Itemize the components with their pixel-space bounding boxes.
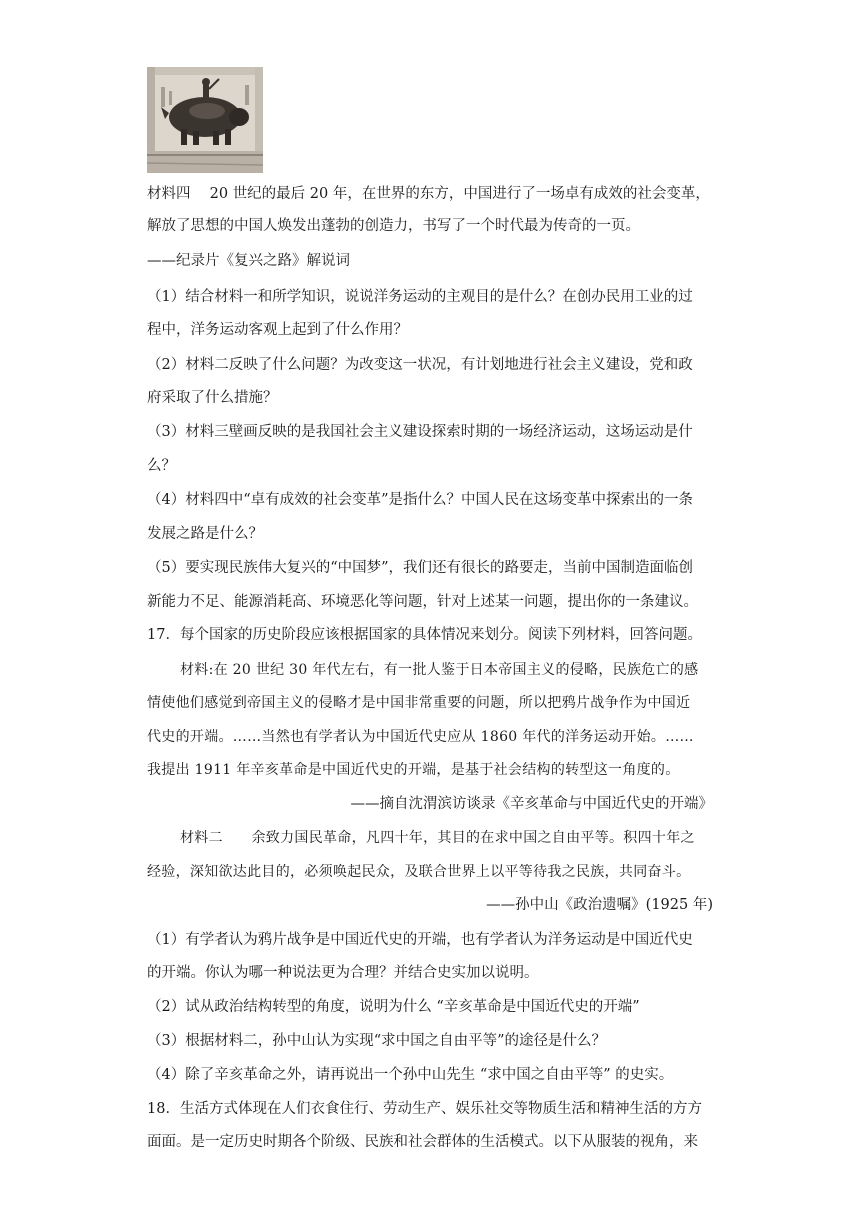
material-one-line-1: 材料:在 20 世纪 30 年代左右，有一批人鉴于日本帝国主义的侵略，民族危亡的感 <box>180 662 699 678</box>
question-3-line-1: （3）材料三壁画反映的是我国社会主义建设探索时期的一场经济运动，这场运动是什 <box>147 424 693 440</box>
material-four-source: ——纪录片《复兴之路》解说词 <box>147 253 350 269</box>
problem-18-line-1: 18．生活方式体现在人们衣食住行、劳动生产、娱乐社交等物质生活和精神生活的方方 <box>147 1101 702 1117</box>
sub-question-1-line-2: 的开端。你认为哪一种说法更为合理？并结合史实加以说明。 <box>147 965 539 981</box>
question-1-line-2: 程中，洋务运动客观上起到了什么作用？ <box>147 322 408 338</box>
material-one-line-4: 我提出 1911 年辛亥革命是中国近代史的开端，是基于社会结构的转型这一角度的。 <box>147 762 680 778</box>
sub-question-2: （2）试从政治结构转型的角度，说明为什么 “辛亥革命是中国近代史的开端” <box>147 999 640 1015</box>
sub-question-4: （4）除了辛亥革命之外，请再说出一个孙中山先生 “求中国之自由平等” 的史实。 <box>147 1067 674 1083</box>
material-four-line-2: 解放了思想的中国人焕发出蓬勃的创造力，书写了一个时代最为传奇的一页。 <box>147 218 640 234</box>
material-one-line-2: 情使他们感觉到帝国主义的侵略才是中国非常重要的问题，所以把鸦片战争作为中国近 <box>147 695 691 711</box>
question-2-line-1: （2）材料二反映了什么问题？为改变这一状况，有计划地进行社会主义建设，党和政 <box>147 357 693 373</box>
problem-18-line-2: 面面。是一定历史时期各个阶级、民族和社会群体的生活模式。以下从服装的视角，来 <box>147 1134 698 1150</box>
question-3-line-2: 么？ <box>147 458 176 474</box>
material-one-source: ——摘自沈渭滨访谈录《辛亥革命与中国近代史的开端》 <box>350 796 713 812</box>
question-5-line-2: 新能力不足、能源消耗高、环境恶化等问题，针对上述某一问题，提出你的一条建议。 <box>147 594 698 610</box>
material-four-line-1: 材料四 20 世纪的最后 20 年，在世界的东方，中国进行了一场卓有成效的社会变革， <box>147 186 710 202</box>
question-5-line-1: （5）要实现民族伟大复兴的“中国梦”，我们还有很长的路要走，当前中国制造面临创 <box>147 560 694 576</box>
sub-question-1-line-1: （1）有学者认为鸦片战争是中国近代史的开端，也有学者认为洋务运动是中国近代史 <box>147 932 693 948</box>
question-2-line-2: 府采取了什么措施？ <box>147 390 278 406</box>
material-two-source: ——孙中山《政治遗嘱》(1925 年) <box>486 897 713 913</box>
mural-picture <box>147 67 263 173</box>
material-one-line-3: 代史的开端。……当然也有学者认为中国近代史应从 1860 年代的洋务运动开始。…… <box>147 729 694 745</box>
question-4-line-2: 发展之路是什么？ <box>147 526 263 542</box>
material-two-line-1: 材料二 余致力国民革命，凡四十年，其目的在求中国之自由平等。积四十年之 <box>180 830 695 846</box>
pig-mural-image <box>147 67 263 173</box>
material-two-line-2: 经验，深知欲达此目的，必须唤起民众，及联合世界上以平等待我之民族，共同奋斗。 <box>147 864 691 880</box>
question-1-line-1: （1）结合材料一和所学知识，说说洋务运动的主观目的是什么？在创办民用工业的过 <box>147 289 693 305</box>
question-4-line-1: （4）材料四中“卓有成效的社会变革”是指什么？中国人民在这场变革中探索出的一条 <box>147 492 694 508</box>
sub-question-3: （3）根据材料二，孙中山认为实现“求中国之自由平等”的途径是什么？ <box>147 1033 607 1049</box>
problem-17-stem: 17．每个国家的历史阶段应该根据国家的具体情况来划分。阅读下列材料，回答问题。 <box>147 627 702 643</box>
